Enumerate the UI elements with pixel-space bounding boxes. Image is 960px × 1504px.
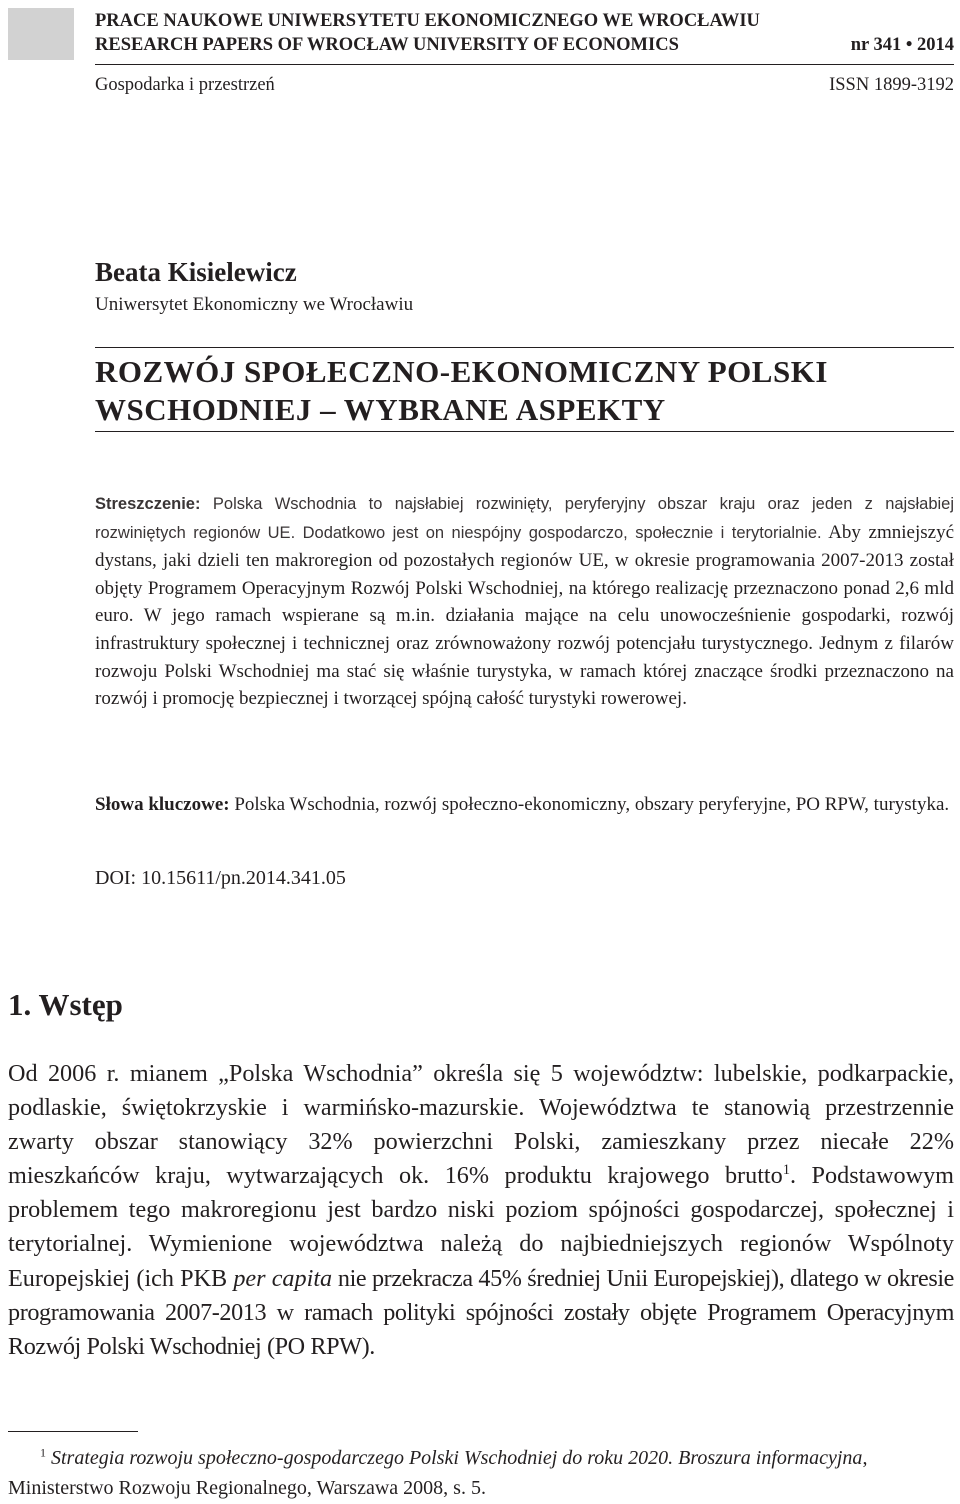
section-heading — [8, 985, 123, 1025]
title-top-rule — [95, 347, 954, 348]
keywords — [95, 790, 954, 820]
section-number: 1. — [8, 987, 32, 1022]
keywords-label: Słowa kluczowe: — [95, 794, 230, 815]
series-name: Gospodarka i przestrzeń — [95, 75, 275, 95]
body-text-italic: per capita — [233, 1264, 333, 1292]
journal-title-english-row — [95, 34, 954, 56]
issue-number: nr 341 • 2014 — [850, 35, 954, 55]
author-name: Beata Kisielewicz — [95, 257, 297, 287]
footnote-number: 1 — [40, 1445, 46, 1460]
article-title-line-2: WSCHODNIEJ – WYBRANE ASPEKTY — [95, 392, 666, 427]
doi: DOI: 10.15611/pn.2014.341.05 — [95, 867, 346, 889]
title-bottom-rule — [95, 431, 954, 432]
abstract-text-first: Polska Wschodnia to najsłabiej rozwinięty, peryferyjny obszar kraju oraz jeden z najsłabiej rozwiniętych regionów UE. Dodatkowo jest on niespójny gospodarczo, społecznie i terytorialnie. — [95, 495, 954, 542]
author-affiliation: Uniwersytet Ekonomiczny we Wrocławiu — [95, 294, 414, 315]
body-paragraph — [8, 1057, 954, 1364]
footnote-rule — [8, 1431, 138, 1432]
journal-title-english: RESEARCH PAPERS OF WROCŁAW UNIVERSITY OF ECONOMICS — [95, 35, 679, 55]
footnote-reference[interactable]: 1 — [782, 1162, 791, 1179]
abstract-label: Streszczenie: — [95, 495, 201, 513]
body-text-part-1: Od 2006 r. mianem „Polska Wschodnia” określa się 5 województw: lubelskie, podkarpackie, podlaskie, świętokrzyskie i warmińsko-mazurskie. Województwa te stanowią przestrzennie zwarty obszar stanowiący 32% powierzchni Polski, zamieszkany przez niecałe 22% mieszkańców kraju, wytwarzających ok. 16% produktu krajowego brutto — [8, 1060, 954, 1190]
section-title: Wstęp — [38, 987, 123, 1022]
journal-title-polish: PRACE NAUKOWE UNIWERSYTETU EKONOMICZNEGO WE WROCŁAWIU — [95, 11, 760, 31]
footnote-title: Strategia rozwoju społeczno-gospodarczego Polski Wschodniej do roku 2020. Broszura informacyjna — [51, 1447, 863, 1469]
abstract-text: Aby zmniejszyć dystans, jaki dzieli ten makroregion od pozostałych regionów UE, w okresie programowania 2007-2013 został objęty Programem Operacyjnym Rozwój Polski Wschodniej, na którego realizację przeznaczono ponad 2,6 mld euro. W jego ramach wspierane są m.in. działania mające na celu unowocześnienie gospodarki, rozwój infrastruktury społecznej i technicznej oraz zrównoważony rozwój potencjału turystycznego. Jednym z filarów rozwoju Polski Wschodniej ma stać się właśnie turystyka, w ramach której znaczące środki przeznaczono na rozwój i promocję bezpiecznej i tworzącej spójną całość turystyki rowerowej. — [95, 521, 955, 710]
body-text-part-2: . Podstawowym problemem tego makroregionu jest bardzo niski poziom spójności gospodarczej, społecznej i terytorialnej. Wymienione województwa należą do najbiedniejszych regionów Wspólnoty Europejskiej (ich PKB — [8, 1162, 955, 1292]
header-rule — [95, 64, 954, 65]
keywords-text: Polska Wschodnia, rozwój społeczno-ekonomiczny, obszary peryferyjne, PO RPW, turystyka. — [234, 794, 950, 815]
header-gray-block — [8, 8, 74, 60]
abstract — [95, 490, 954, 713]
body-text-part-3: nie przekracza 45% średniej Unii Europejskiej), dlatego w okresie programowania 2007-2013 w ramach polityki spójności zostały objęte Programem Operacyjnym Rozwój Polski Wschodniej (PO RPW). — [8, 1264, 954, 1360]
article-title — [95, 353, 954, 429]
footnote-source: , Ministerstwo Rozwoju Regionalnego, Warszawa 2008, s. 5. — [8, 1447, 868, 1499]
footnote — [8, 1443, 954, 1503]
article-title-line-1: ROZWÓJ SPOŁECZNO-EKONOMICZNY POLSKI — [95, 354, 828, 389]
issn: ISSN 1899-3192 — [829, 75, 954, 95]
series-row — [95, 74, 954, 96]
